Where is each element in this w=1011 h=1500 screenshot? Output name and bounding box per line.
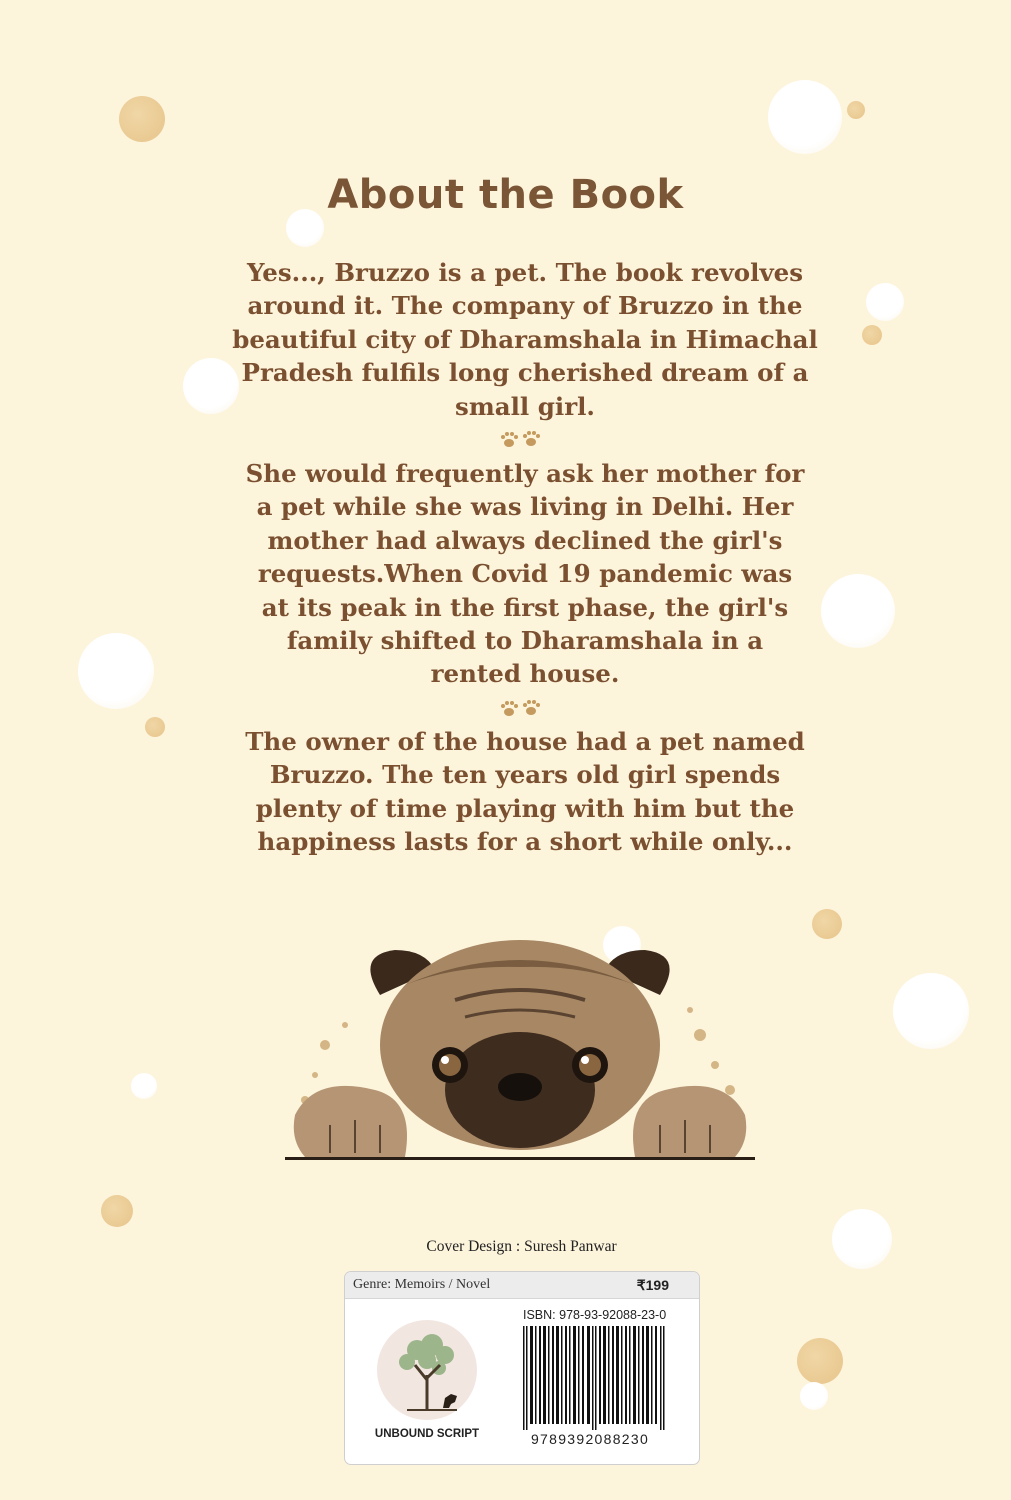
decor-dot	[821, 574, 895, 648]
decor-dot	[812, 909, 842, 939]
decor-dot	[800, 1382, 828, 1410]
decor-dot	[131, 1073, 157, 1099]
decor-dot	[866, 283, 904, 321]
barcode-digits: 9789392088230	[530, 1431, 650, 1447]
paw-prints-icon	[495, 428, 545, 450]
genre-label: Genre: Memoirs / Novel	[353, 1277, 491, 1292]
decor-dot	[101, 1195, 133, 1227]
tree-icon	[377, 1320, 477, 1420]
decor-dot	[768, 80, 842, 154]
barcode-box-header	[345, 1272, 699, 1299]
unbound-script-tree-logo	[377, 1320, 477, 1420]
barcode-icon	[521, 1326, 671, 1430]
pug-illustration	[285, 925, 755, 1165]
decor-dot	[797, 1338, 843, 1384]
cover-design-credit: Cover Design : Suresh Panwar	[426, 1238, 617, 1255]
paw-prints-icon	[495, 697, 545, 719]
barcode-box	[344, 1271, 700, 1465]
paragraph-3: The owner of the house had a pet named Bruzzo. The ten years old girl spends plenty of time playing with him but the happiness lasts for a short while only...	[245, 727, 805, 857]
decor-dot	[893, 973, 969, 1049]
paragraph-1: Yes..., Bruzzo is a pet. The book revolves around it. The company of Bruzzo in the beautiful city of Dharamshala in Himachal Pradesh fulfils long cherished dream of a small girl.	[232, 258, 818, 421]
publisher-name: UNBOUND SCRIPT	[374, 1428, 480, 1440]
decor-dot	[145, 717, 165, 737]
decor-dot	[847, 101, 865, 119]
page-title: About the Book	[327, 172, 684, 218]
price-label: ₹199	[636, 1276, 669, 1293]
decor-dot	[119, 96, 165, 142]
isbn-label: ISBN: 978-93-92088-23-0	[523, 1308, 667, 1322]
horse-icon	[443, 1394, 457, 1408]
decor-dot	[862, 325, 882, 345]
paragraph-2: She would frequently ask her mother for a pet while she was living in Delhi. Her mother had always declined the girl's requests.When Covid 19 pandemic was at its peak in the first phase, the girl's family shifted to Dharamshala in a rented house.	[245, 459, 805, 689]
decor-dot	[78, 633, 154, 709]
